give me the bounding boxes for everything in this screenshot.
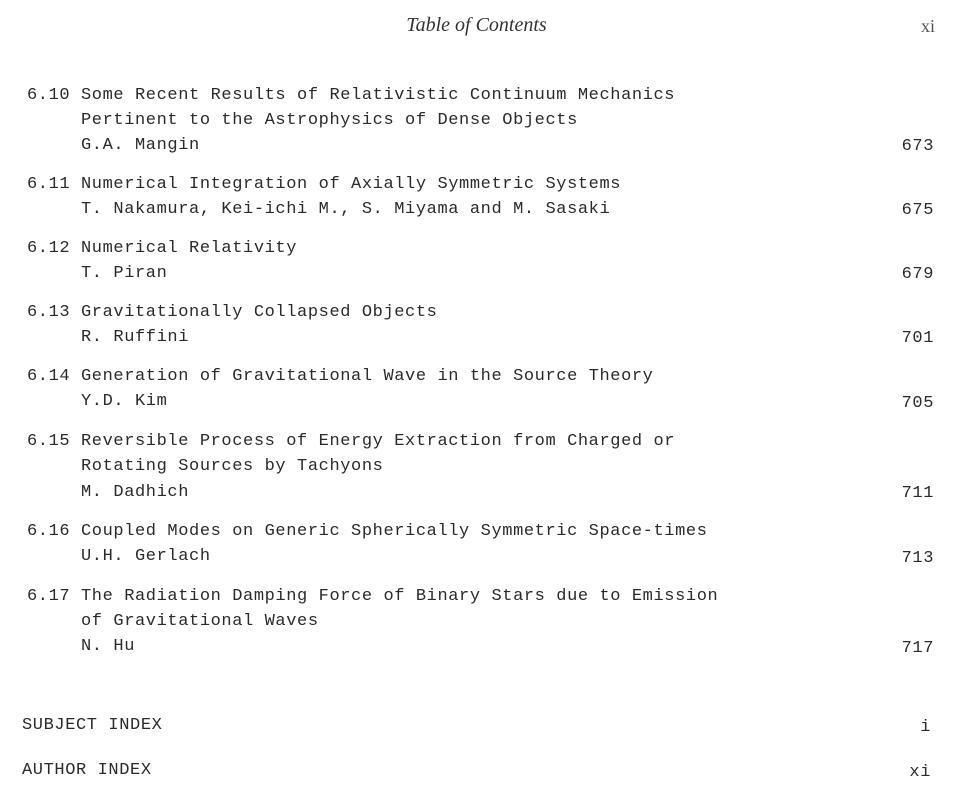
section-page-number: 711: [901, 484, 934, 503]
section-title-line: The Radiation Damping Force of Binary Stars due to Emission: [81, 587, 719, 606]
section-title-line: Generation of Gravitational Wave in the Source Theory: [81, 367, 654, 386]
section-authors: N. Hu: [81, 637, 136, 656]
index-label: SUBJECT INDEX: [22, 716, 163, 735]
section-page-number: 675: [901, 201, 934, 220]
section-number: 6.16: [27, 522, 71, 541]
section-page-number: 679: [901, 265, 934, 284]
section-title-line: Reversible Process of Energy Extraction from Charged or: [81, 432, 676, 451]
index-label: AUTHOR INDEX: [22, 761, 152, 780]
section-title-line: Numerical Integration of Axially Symmetric Systems: [81, 175, 622, 194]
section-title-line: Coupled Modes on Generic Spherically Symmetric Space-times: [81, 522, 708, 541]
section-number: 6.17: [27, 587, 71, 606]
section-number: 6.11: [27, 175, 71, 194]
index-page-number: i: [920, 718, 931, 737]
section-page-number: 713: [901, 549, 934, 568]
section-number: 6.14: [27, 367, 71, 386]
section-page-number: 673: [901, 137, 934, 156]
section-title-line: Gravitationally Collapsed Objects: [81, 303, 438, 322]
section-page-number: 717: [901, 639, 934, 658]
section-authors: G.A. Mangin: [81, 136, 200, 155]
section-page-number: 705: [901, 394, 934, 413]
section-title-line: of Gravitational Waves: [81, 612, 319, 631]
section-authors: M. Dadhich: [81, 483, 190, 502]
running-header-title: Table of Contents: [406, 14, 547, 36]
section-authors: T. Piran: [81, 264, 168, 283]
section-page-number: 701: [901, 329, 934, 348]
index-page-number: xi: [909, 763, 931, 782]
section-number: 6.12: [27, 239, 71, 258]
section-title-line: Pertinent to the Astrophysics of Dense Objects: [81, 111, 578, 130]
section-authors: Y.D. Kim: [81, 392, 168, 411]
section-number: 6.13: [27, 303, 71, 322]
section-number: 6.15: [27, 432, 71, 451]
section-title-line: Numerical Relativity: [81, 239, 298, 258]
section-authors: U.H. Gerlach: [81, 547, 211, 566]
section-authors: R. Ruffini: [81, 328, 190, 347]
section-authors: T. Nakamura, Kei-ichi M., S. Miyama and M. Sasaki: [81, 200, 611, 219]
running-header-page-number: xi: [920, 16, 935, 36]
section-number: 6.10: [27, 86, 71, 105]
section-title-line: Rotating Sources by Tachyons: [81, 457, 384, 476]
section-title-line: Some Recent Results of Relativistic Continuum Mechanics: [81, 86, 676, 105]
